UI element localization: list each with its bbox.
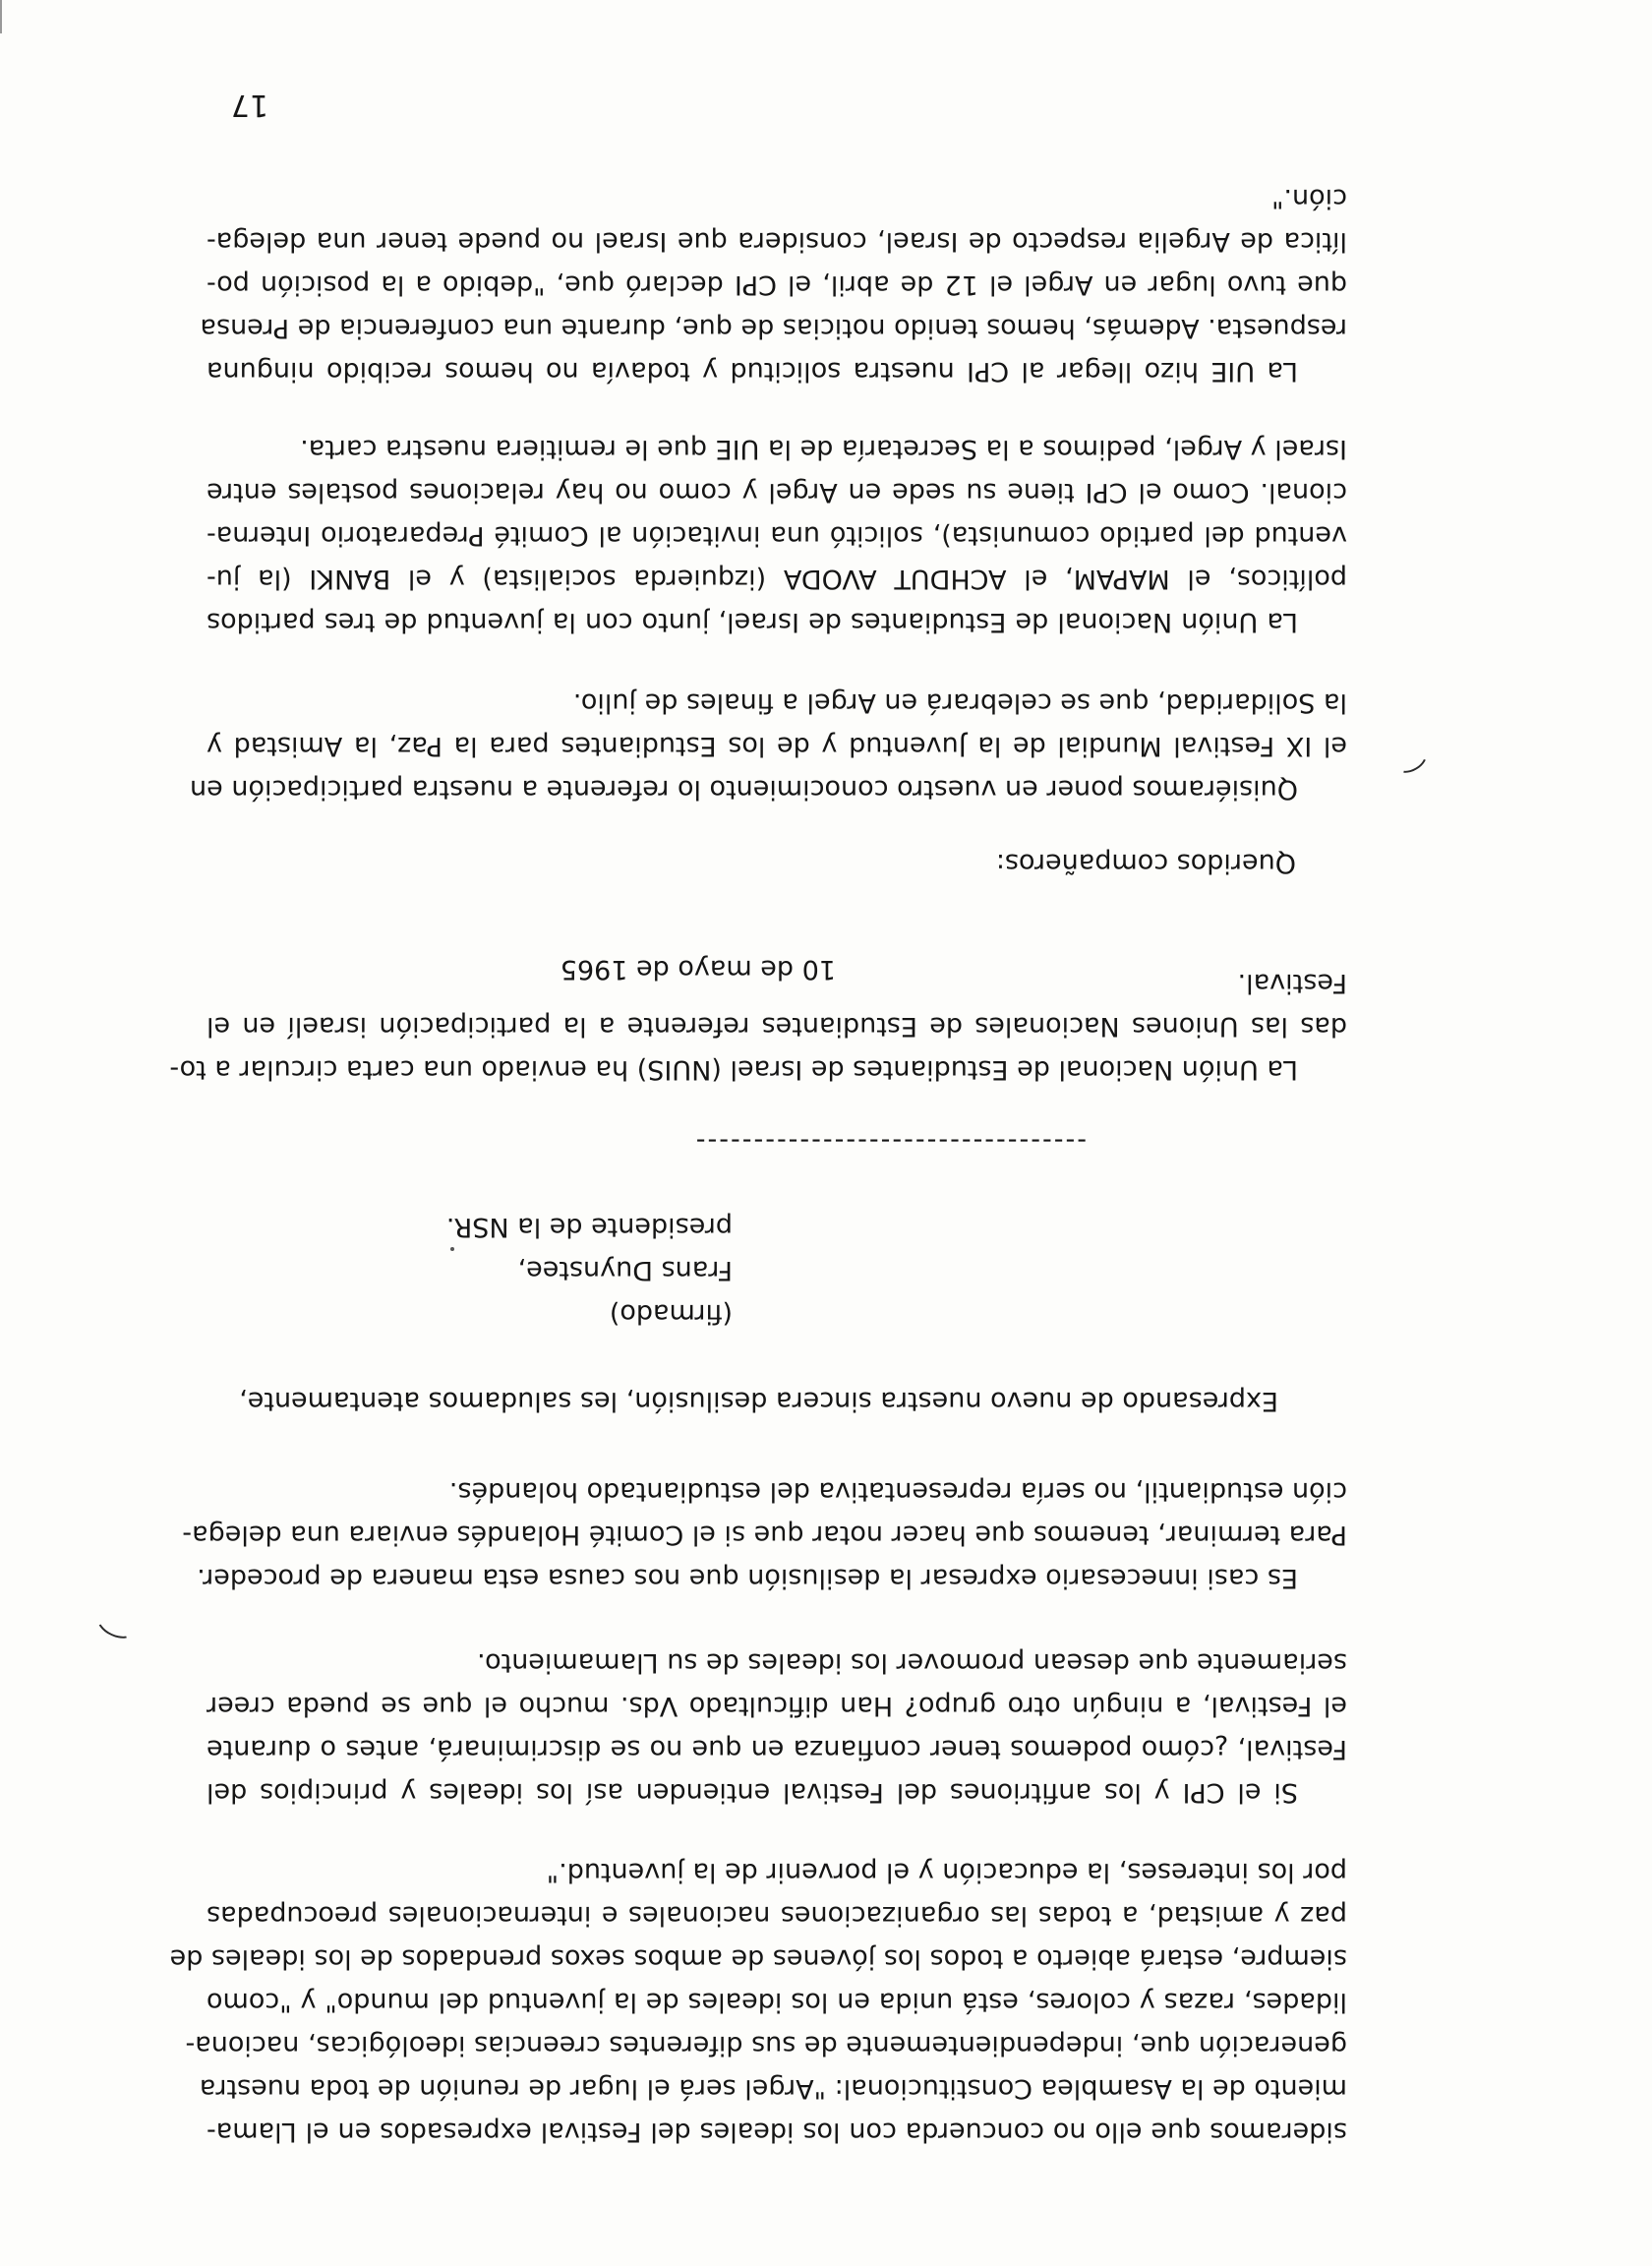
cpi-line: Festival, ¿cómo podemos tener confianza en que no se discriminará, antes o durante — [206, 1734, 1347, 1764]
festival-paragraph — [190, 681, 1347, 810]
margin-mark-icon — [93, 1606, 139, 1644]
israel-line: La Unión Nacional de Estudiantes de Israel, junto con la juventud de tres partidos — [206, 607, 1298, 637]
signature-block — [446, 1205, 733, 1335]
intro-paragraph — [200, 176, 1347, 392]
cpi-line: Si el CPI y los anfitriones del Festival entienden así los ideales y principios del — [206, 1777, 1298, 1808]
israel-line: ventud del partido comunista), solicitó una invitación al Comité Preparatorio Interna- — [206, 520, 1347, 551]
nuis-paragraph — [169, 961, 1347, 1091]
nuis-line: Festival. — [1237, 968, 1347, 998]
israel-line: cional. Como el CPI tiene su sede en Argel y como no hay relaciones postales entre — [206, 477, 1347, 507]
closing-line: Expresando de nuevo nuestra sincera desilusión, les saludamos atentamente, — [239, 1386, 1278, 1416]
nuis-line: La Unión Nacional de Estudiantes de Israel (NUIS) ha enviado una carta circular a to- — [169, 1054, 1298, 1085]
scan-edge — [0, 0, 2, 33]
call-line: generación que, independientemente de sus diferentes creencias ideológicas, naciona- — [185, 2030, 1347, 2060]
israel-line: políticos, el MAPAM, el ACHDUT AVODA (izquierda socialista) y el BANKI (la ju- — [206, 564, 1347, 594]
festival-line: Quisiéramos poner en vuestro conocimiento lo referente a nuestra participación en — [190, 774, 1298, 805]
cpi-line: el Festival, a ningún otro grupo? Han dificultado Vds. mucho el que se pueda creer — [206, 1691, 1347, 1721]
end-line: Es casi innecesario expresar la desilusión que nos causa esta manera de proceder. — [197, 1563, 1298, 1593]
nuis-line: das las Uniones Nacionales de Estudiantes referente a la participación israelí en el — [206, 1011, 1347, 1042]
signature-role: presidente de la NSR. — [445, 1212, 733, 1242]
intro-line: respuesta. Además, hemos tenido noticias de que, durante una conferencia de Prensa — [200, 313, 1347, 343]
call-line: miento de la Asamblea Constitucional: "Argel será el lugar de reunión de toda nuestra — [199, 2073, 1347, 2104]
page-number: 17 — [230, 88, 268, 122]
signature-signed: (firmado) — [609, 1298, 733, 1329]
margin-mark-icon — [1391, 743, 1431, 778]
call-line: por los intereses, la educación y el porvenir de la juventud." — [546, 1857, 1347, 1887]
call-line: sideramos que ello no concuerda con los ideales del Festival expresados en el Llama- — [206, 2117, 1347, 2147]
signature-name: Frans Duynstee, — [517, 1255, 733, 1285]
call-line: lidades, razas y colores, está unida en los ideales de la juventud del mundo" y "como — [206, 1987, 1347, 2017]
call-line: paz y amistad, a todas las organizaciones nacionales e internacionales preocupadas — [206, 1900, 1347, 1931]
festival-line: la Solidaridad, que se celebrará en Argel a finales de julio. — [572, 687, 1347, 718]
stray-dot-icon — [450, 1247, 454, 1251]
intro-line: La UIE hizo llegar al CPI nuestra solicitud y todavía no hemos recibido ninguna — [206, 356, 1298, 387]
call-paragraph — [169, 1850, 1347, 2153]
cpi-line: seriamente que desean promover los ideales de su Llamamiento. — [476, 1647, 1347, 1678]
letter-date: 10 de mayo de 1965 — [560, 954, 836, 984]
salutation: Queridos compañeros: — [995, 848, 1296, 878]
call-line: siempre, estará abierto a todos los jóvenes de ambos sexos prendados de los ideales de — [169, 1943, 1347, 1974]
festival-line: el IX Festival Mundial de la Juventud y de los Estudiantes para la Paz, la Amistad y — [206, 731, 1347, 761]
intro-line: lítica de Argelia respecto de Israel, considera que Israel no puede tener una delega- — [206, 226, 1347, 257]
israel-line: Israel y Argel, pedimos a la Secretaría de la UIE que le remitiera nuestra carta. — [300, 434, 1347, 464]
intro-line: ción." — [1271, 183, 1347, 213]
end-paragraph — [182, 1469, 1347, 1599]
end-line: Para terminar, tenemos que hacer notar que si el Comité Holandés enviara una delega- — [182, 1520, 1347, 1550]
section-separator: ---------------------------------- — [693, 1126, 1087, 1157]
israel-paragraph — [206, 427, 1347, 643]
intro-line: que tuvo lugar en Argel el 12 de abril, el CPI declaró que, "debido a la posición po- — [206, 269, 1347, 300]
cpi-paragraph — [206, 1640, 1347, 1814]
end-line: ción estudiantil, no sería representativa del estudiantado holandés. — [448, 1476, 1347, 1507]
